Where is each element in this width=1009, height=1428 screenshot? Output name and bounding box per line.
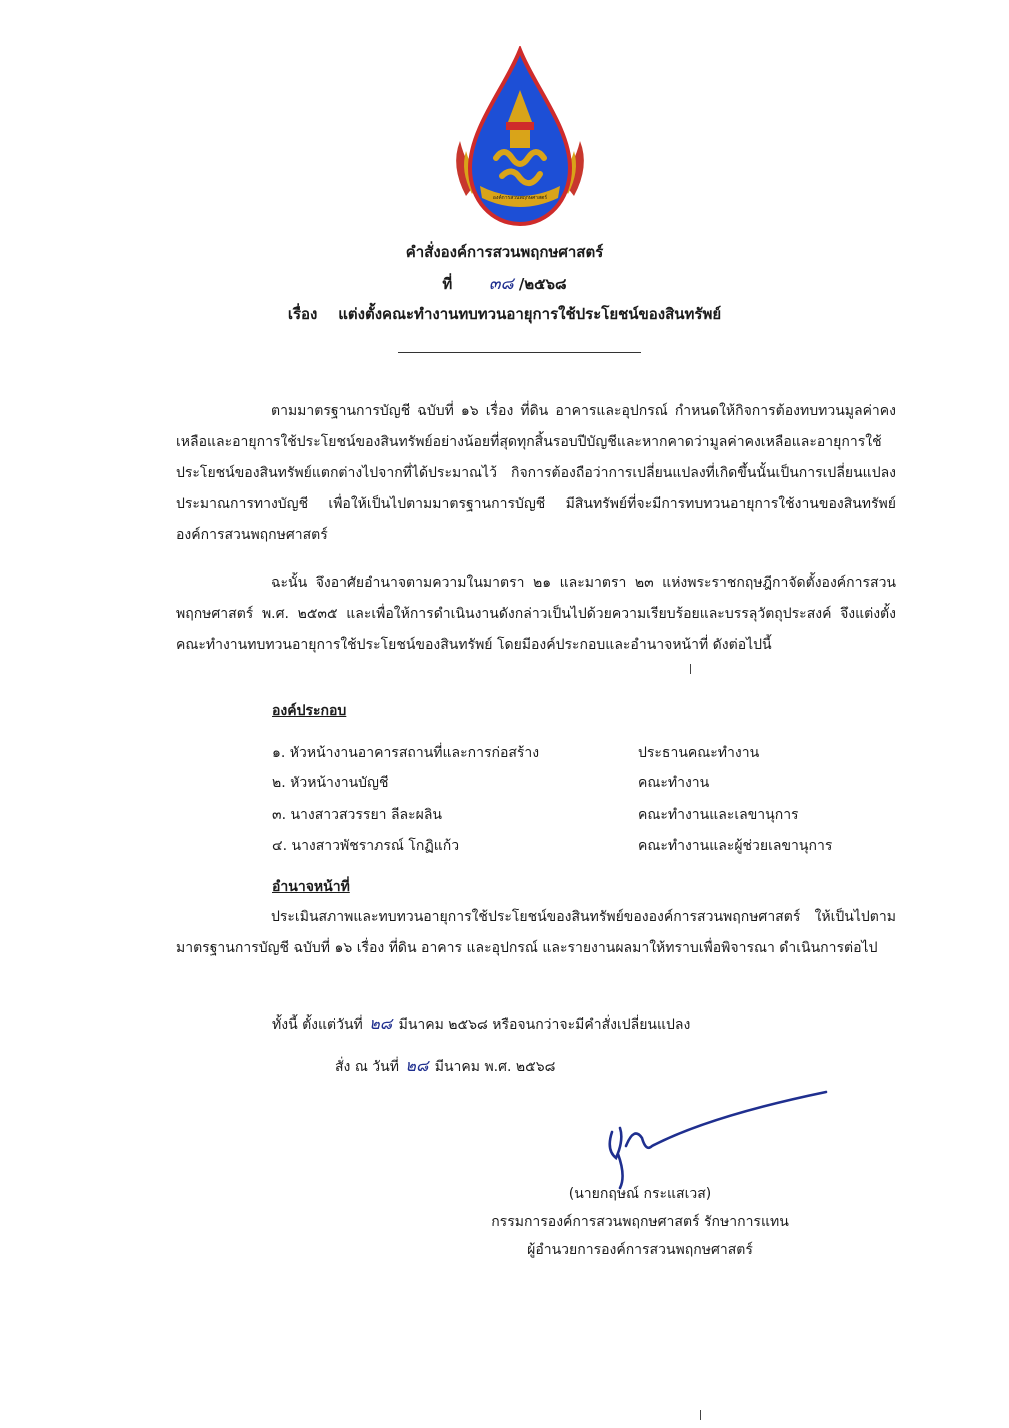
paragraph-2: ฉะนั้น จึงอาศัยอำนาจตามความในมาตรา ๒๑ และมาตรา ๒๓ แห่งพระราชกฤษฎีกาจัดตั้งองค์การสวนพฤกษศาสตร์ พ.ศ. ๒๕๓๕ และเพื่อให้การดำเนินงานดังกล่าวเป็นไปด้วยความเรียบร้อยและบรรลุวัตถุประสงค์ จึงแต่งตั้งคณะทำงานทบทวนอายุการใช้ประโยชน์ของสินทรัพย์ โดยมีองค์ประกอบและอำนาจหน้าที่ ดังต่อไปนี้ [176, 575, 896, 653]
scan-mark [690, 664, 691, 674]
signature-block [430, 1180, 850, 1264]
effective-date-line [272, 1012, 690, 1037]
given-suffix: มีนาคม พ.ศ. ๒๕๖๘ [434, 1059, 556, 1075]
scan-mark [700, 1410, 701, 1420]
order-year: /๒๕๖๘ [518, 275, 567, 293]
order-prefix: ที่ [442, 275, 453, 293]
given-prefix: สั่ง ณ วันที่ [335, 1059, 399, 1075]
handwritten-signature [590, 1080, 830, 1190]
subject-line [0, 302, 1009, 326]
effective-prefix: ทั้งนี้ ตั้งแต่วันที่ [272, 1017, 363, 1033]
member-name: ๑. หัวหน้างานอาคารสถานที่และการก่อสร้าง [272, 745, 540, 761]
effective-suffix: มีนาคม ๒๕๖๘ หรือจนกว่าจะมีคำสั่งเปลี่ยนแปลง [398, 1017, 691, 1033]
subject-text: แต่งตั้งคณะทำงานทบทวนอายุการใช้ประโยชน์ของสินทรัพย์ [338, 305, 722, 323]
member-role: ประธานคณะทำงาน [638, 745, 760, 761]
given-day-handwritten: ๒๘ [405, 1056, 429, 1075]
member-row-4 [272, 835, 892, 863]
emblem-pavilion-band [506, 122, 534, 130]
document-title: คำสั่งองค์การสวนพฤกษศาสตร์ [405, 243, 604, 261]
order-number-line [0, 270, 1009, 297]
member-name: ๒. หัวหน้างานบัญชี [272, 775, 389, 791]
emblem-pavilion-body [510, 130, 530, 148]
order-number-handwritten: ๓๘ [488, 274, 514, 294]
signer-position-2: ผู้อำนวยการองค์การสวนพฤกษศาสตร์ [527, 1242, 753, 1258]
member-row-2 [272, 772, 892, 800]
members-heading: องค์ประกอบ [272, 703, 347, 719]
organization-emblem-logo [446, 46, 594, 236]
subject-label: เรื่อง [287, 305, 318, 323]
signer-position-1: กรรมการองค์การสวนพฤกษศาสตร์ รักษาการแทน [491, 1214, 789, 1230]
duties-heading: อำนาจหน้าที่ [272, 879, 350, 895]
member-row-3 [272, 804, 892, 832]
effective-day-handwritten: ๒๘ [369, 1014, 393, 1033]
member-name: ๓. นางสาวสวรรยา ลีละผลิน [272, 807, 442, 823]
member-role: คณะทำงานและเลขานุการ [638, 807, 799, 823]
member-name: ๔. นางสาวพัชราภรณ์ โกฏิแก้ว [272, 838, 460, 854]
duties-paragraph: ประเมินสภาพและทบทวนอายุการใช้ประโยชน์ของสินทรัพย์ขององค์การสวนพฤกษศาสตร์ ให้เป็นไปตามมาตรฐานการบัญชี ฉบับที่ ๑๖ เรื่อง ที่ดิน อาคาร และอุปกรณ์ และรายงานผลมาให้ทราบเพื่อพิจารณา ดำเนินการต่อไป [176, 909, 896, 956]
given-date-line [335, 1054, 555, 1079]
paragraph-1: ตามมาตรฐานการบัญชี ฉบับที่ ๑๖ เรื่อง ที่ดิน อาคารและอุปกรณ์ กำหนดให้กิจการต้องทบทวนมูลค่าคงเหลือและอายุการใช้ประโยชน์ของสินทรัพย์อย่างน้อยที่สุดทุกสิ้นรอบปีบัญชีและหากคาดว่ามูลค่าคงเหลือและอายุการใช้ประโยชน์ของสินทรัพย์แตกต่างไปจากที่ได้ประมาณไว้ กิจการต้องถือว่าการเปลี่ยนแปลงที่เกิดขึ้นนั้นเป็นการเปลี่ยนแปลงประมาณการทางบัญชี เพื่อให้เป็นไปตามมาตรฐานการบัญชี มีสินทรัพย์ที่จะมีการทบทวนอายุการใช้งานของสินทรัพย์องค์การสวนพฤกษศาสตร์ [176, 403, 896, 543]
member-role: คณะทำงาน [638, 775, 710, 791]
emblem-ribbon-text: องค์การสวนพฤกษศาสตร์ [492, 195, 548, 201]
member-role: คณะทำงานและผู้ช่วยเลขานุการ [638, 838, 833, 854]
signature-stroke [610, 1092, 826, 1188]
header-divider [398, 352, 641, 353]
member-row-1 [272, 742, 892, 770]
signer-name: (นายกฤษณ์ กระแสเวส) [568, 1186, 712, 1202]
